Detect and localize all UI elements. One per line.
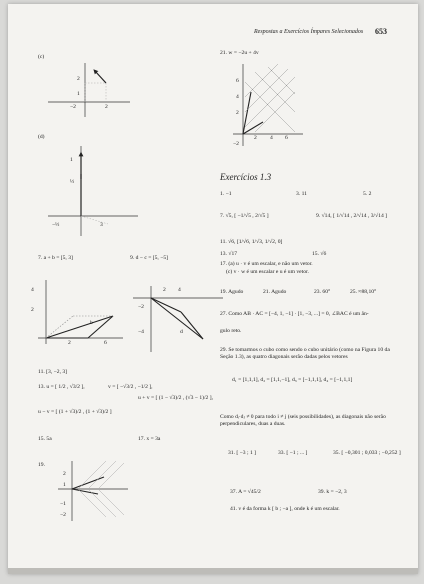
fig-19-tick: 2 [63, 471, 66, 477]
fig-c-tick: 1 [77, 91, 80, 97]
answer-21-3: 21. Agudo [263, 289, 287, 295]
figure-19-plot [58, 459, 128, 524]
answer-15: 15. 5a [38, 436, 52, 442]
page-header [8, 26, 418, 40]
answer-39-3: 39. k = −2, 3 [318, 489, 347, 495]
figure-9-plot [133, 284, 223, 354]
answer-23-3: 23. 60° [314, 289, 331, 295]
book-page [8, 4, 418, 574]
figure-d-label: (d) [38, 134, 45, 140]
answer-9-3: 9. √14, [ 1/√14 , 2/√14 , 3/√14 ] [316, 213, 388, 219]
answer-19: 19. [38, 462, 45, 468]
answer-25-3: 25. ≈88,10° [350, 289, 377, 295]
fig-9-tick: −2 [138, 304, 144, 310]
fig-21-tick: 6 [236, 78, 239, 84]
answer-5-3: 5. 2 [363, 191, 372, 197]
fig-21-tick: 4 [270, 135, 273, 141]
answer-29-3: 29. Se tomarmos o cubo como sendo o cubo unitário (como na Figura 10 da Seção 1.3), as quatro diagonais serão dadas pelos vetores [220, 347, 390, 360]
answer-31-3: 31. [ −3 ; 1 ] [228, 450, 257, 456]
fig-7-tick: b [90, 320, 93, 326]
fig-19-tick: −2 [60, 512, 66, 518]
fig-21-tick: 2 [254, 135, 257, 141]
fig-9-tick: 4 [178, 287, 181, 293]
fig-7-tick: 2 [68, 340, 71, 346]
answer-1-3: 1. −1 [220, 191, 232, 197]
answer-13-v: v = [ −√3/2 , −1/2 ], [108, 384, 153, 390]
answer-37-3: 37. A = √45/2 [230, 489, 261, 495]
fig-7-tick: 2 [31, 307, 34, 313]
page-number: 653 [375, 27, 387, 36]
answer-17a-3: 17. (a) u · v é um escalar, e não um vetor. [220, 261, 313, 267]
page-bottom-edge [8, 568, 418, 574]
fig-9-tick: d [180, 329, 183, 335]
answer-19-3: 19. Agudo [220, 289, 244, 295]
figure-c-plot [48, 59, 138, 119]
fig-c-tick: 2 [105, 104, 108, 110]
answer-17: 17. x = 3a [138, 436, 161, 442]
fig-7-tick: 6 [104, 340, 107, 346]
answer-35-3: 35. [ −0,301 ; 0,033 ; −0,252 ] [333, 450, 401, 456]
answer-11: 11. [3, −2, 3] [38, 369, 68, 375]
fig-19-tick: −1 [60, 501, 66, 507]
fig-21-tick: 6 [285, 135, 288, 141]
answer-7-3: 7. √5, [ −1/√5 , 2/√5 ] [220, 213, 269, 219]
fig-d-tick: 3 [100, 222, 103, 228]
answer-27-cont: gulo reto. [220, 328, 242, 334]
section-title: Exercícios 1.3 [220, 172, 272, 182]
answer-41-3: 41. v é da forma k [ b ; −a ], onde k é um escalar. [230, 506, 340, 512]
figure-c-label: (c) [38, 54, 45, 60]
fig-7-tick: 4 [31, 287, 34, 293]
fig-19-tick: 1 [63, 482, 66, 488]
answer-11-3: 11. √6, [1/√6, 1/√3, 1/√2, 0] [220, 239, 283, 245]
figure-7-plot [38, 276, 123, 346]
running-title: Respostas a Exercícios Ímpares Selecionados [254, 29, 364, 35]
figure-d-plot [48, 144, 138, 239]
answer-13-u: 13. u = [ 1/2 , √3/2 ], [38, 384, 85, 390]
answer-21: 21. w = −2u + 4v [220, 50, 259, 56]
fig-21-tick: −2 [233, 141, 239, 147]
answer-9: 9. d − c = [5, −5] [130, 255, 169, 261]
fig-9-tick: 2 [163, 287, 166, 293]
answer-13-uv: u + v = [ (1 − √3)/2 , (√3 − 1)/2 ], [138, 395, 213, 401]
fig-21-tick: 2 [236, 110, 239, 116]
answer-7: 7. a + b = [5, 3] [38, 255, 73, 261]
answer-29-cont: Como dᵢ·dⱼ ≠ 0 para todo i ≠ j (seis possibilidades), as diagonais não serão perpendiculares, duas a duas. [220, 414, 386, 427]
answer-27-3: 27. Como AB · AC = [−4, 1, −1] · [1, −3, ...] = 0, ∠BAC é um ân- [220, 311, 369, 317]
answer-33-3: 33. [ −1 ; ... ] [278, 450, 308, 456]
answer-15-3: 15. √6 [312, 251, 327, 257]
fig-d-tick: ½ [70, 179, 75, 185]
fig-d-tick: −½ [52, 222, 60, 228]
fig-21-tick: 4 [236, 94, 239, 100]
answer-13-umv: u − v = [ (1 + √3)/2 , (1 + √3)/2 ] [38, 409, 112, 415]
figure-21-plot [233, 62, 303, 147]
fig-c-tick: −2 [70, 104, 76, 110]
fig-9-tick: −4 [138, 329, 144, 335]
fig-d-tick: 1 [70, 157, 73, 163]
answer-17c-3: (c) v · w é um escalar e u é um vetor. [226, 269, 309, 275]
answer-13-3: 13. √17 [220, 251, 238, 257]
answer-3-3: 3. 11 [296, 191, 307, 197]
answer-29-vectors: d₁ = [1,1,1], d₂ = [1,1,−1], d₃ = [−1,1,1], d₄ = [−1,1,1] [232, 377, 353, 383]
fig-c-tick: 2 [77, 76, 80, 82]
